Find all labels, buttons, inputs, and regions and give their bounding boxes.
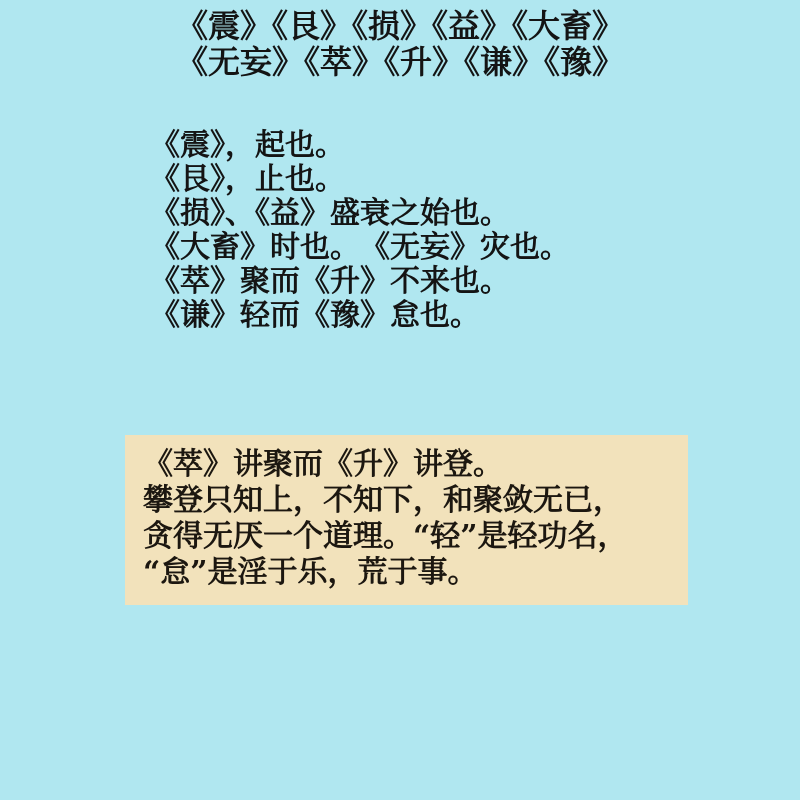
verse-line: 《萃》聚而《升》不来也。 <box>150 264 510 299</box>
title-line-1: 《震》《艮》《损》《益》《大畜》 <box>175 7 624 45</box>
commentary-line: 《萃》讲聚而《升》讲登。 <box>143 447 503 482</box>
commentary-box <box>125 435 688 605</box>
verse-line: 《大畜》时也。 《无妄》灾也。 <box>150 230 570 265</box>
title-line-2: 《无妄》《萃》《升》《谦》《豫》 <box>175 43 624 81</box>
verse-block <box>150 129 750 333</box>
verse-line: 《震》，起也。 <box>150 128 345 163</box>
verse-line: 《艮》，止也。 <box>150 162 345 197</box>
commentary-line: “怠”是淫于乐，荒于事。 <box>143 555 478 590</box>
commentary-line: 攀登只知上，不知下，和聚敛无已， <box>143 483 623 518</box>
commentary-line: 贪得无厌一个道理。“轻”是轻功名， <box>143 519 628 554</box>
verse-line: 《损》、《益》盛衰之始也。 <box>150 196 510 231</box>
title-block <box>0 8 800 80</box>
verse-line: 《谦》轻而《豫》怠也。 <box>150 298 480 333</box>
